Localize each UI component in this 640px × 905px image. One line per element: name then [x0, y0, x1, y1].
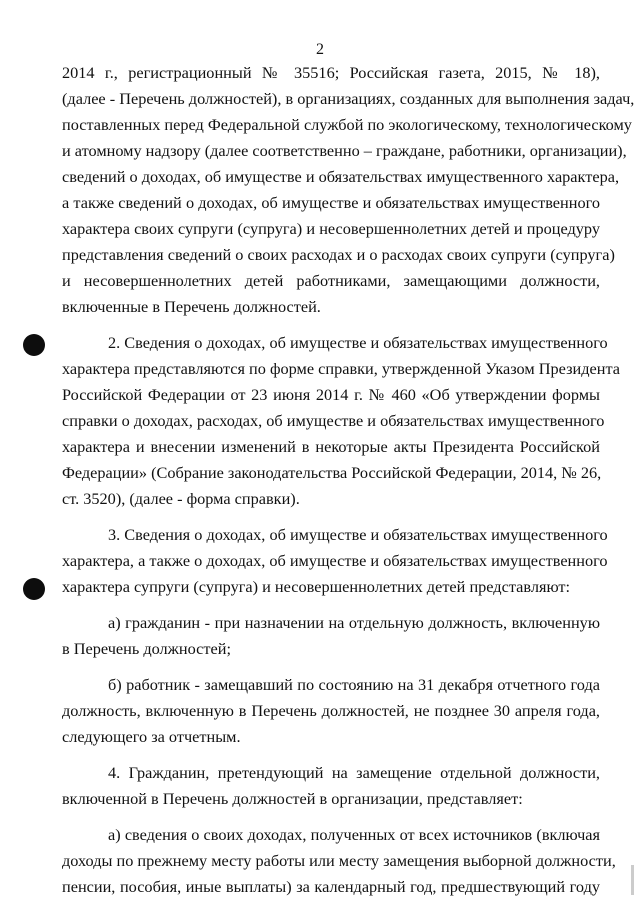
text-line: характера, а также о доходах, об имуществе и обязательствах имущественного: [62, 551, 608, 570]
text-line: справки о доходах, расходах, об имуществе и обязательствах имущественного: [62, 411, 605, 430]
punch-hole-mark: [23, 334, 45, 356]
text-line: 2014 г., регистрационный № 35516; Российская газета, 2015, № 18),: [62, 63, 600, 82]
paragraph-3a: [62, 610, 600, 662]
text-line: и несовершеннолетних детей работниками, замещающими должности,: [62, 271, 600, 290]
paragraph-3: [62, 522, 608, 600]
text-line: а) гражданин - при назначении на отдельную должность, включенную: [108, 613, 600, 632]
text-line: включенные в Перечень должностей.: [62, 297, 321, 316]
text-line: характера и внесении изменений в некоторые акты Президента Российской: [62, 437, 600, 456]
paragraph-3b: [62, 672, 600, 750]
text-line: характера своих супруги (супруга) и несовершеннолетних детей и процедуру: [62, 219, 600, 238]
document-body: [62, 60, 635, 900]
text-line: (далее - Перечень должностей), в организациях, созданных для выполнения задач,: [62, 89, 635, 108]
text-line: пенсии, пособия, иные выплаты) за календарный год, предшествующий году: [62, 877, 600, 896]
text-line: в Перечень должностей;: [62, 639, 231, 658]
punch-hole-mark: [23, 578, 45, 600]
text-line: ст. 3520), (далее - форма справки).: [62, 489, 300, 508]
text-line: поставленных перед Федеральной службой по экологическому, технологическому: [62, 115, 632, 134]
text-line: 4. Гражданин, претендующий на замещение отдельной должности,: [108, 763, 600, 782]
text-line: и атомному надзору (далее соответственно – граждане, работники, организации),: [62, 141, 627, 160]
text-line: Российской Федерации от 23 июня 2014 г. № 460 «Об утверждении формы: [62, 385, 600, 404]
text-line: представления сведений о своих расходах и о расходах своих супруги (супруга): [62, 245, 615, 264]
text-line: а также сведений о доходах, об имуществе и обязательствах имущественного: [62, 193, 600, 212]
paragraph-2: [62, 330, 620, 512]
text-line: 2. Сведения о доходах, об имуществе и обязательствах имущественного: [108, 333, 608, 352]
text-line: а) сведения о своих доходах, полученных от всех источников (включая: [108, 825, 600, 844]
text-line: сведений о доходах, об имуществе и обязательствах имущественного характера,: [62, 167, 620, 186]
text-line: включенной в Перечень должностей в организации, представляет:: [62, 789, 523, 808]
text-line: Федерации» (Собрание законодательства Российской Федерации, 2014, № 26,: [62, 463, 602, 482]
paragraph-4a: [62, 822, 616, 900]
text-line: следующего за отчетным.: [62, 727, 241, 746]
text-line: характера супруги (супруга) и несовершеннолетних детей представляют:: [62, 577, 571, 596]
text-line: 3. Сведения о доходах, об имуществе и обязательствах имущественного: [108, 525, 608, 544]
page-number: 2: [316, 41, 324, 58]
text-line: доходы по прежнему месту работы или месту замещения выборной должности,: [62, 851, 616, 870]
text-line: должность, включенную в Перечень должностей, не позднее 30 апреля года,: [62, 701, 600, 720]
text-line: характера представляются по форме справки, утвержденной Указом Президента: [62, 359, 620, 378]
paragraph-intro: [62, 60, 635, 320]
scan-edge-mark: [631, 865, 634, 895]
paragraph-4: [62, 760, 600, 812]
text-line: б) работник - замещавший по состоянию на 31 декабря отчетного года: [108, 675, 600, 694]
